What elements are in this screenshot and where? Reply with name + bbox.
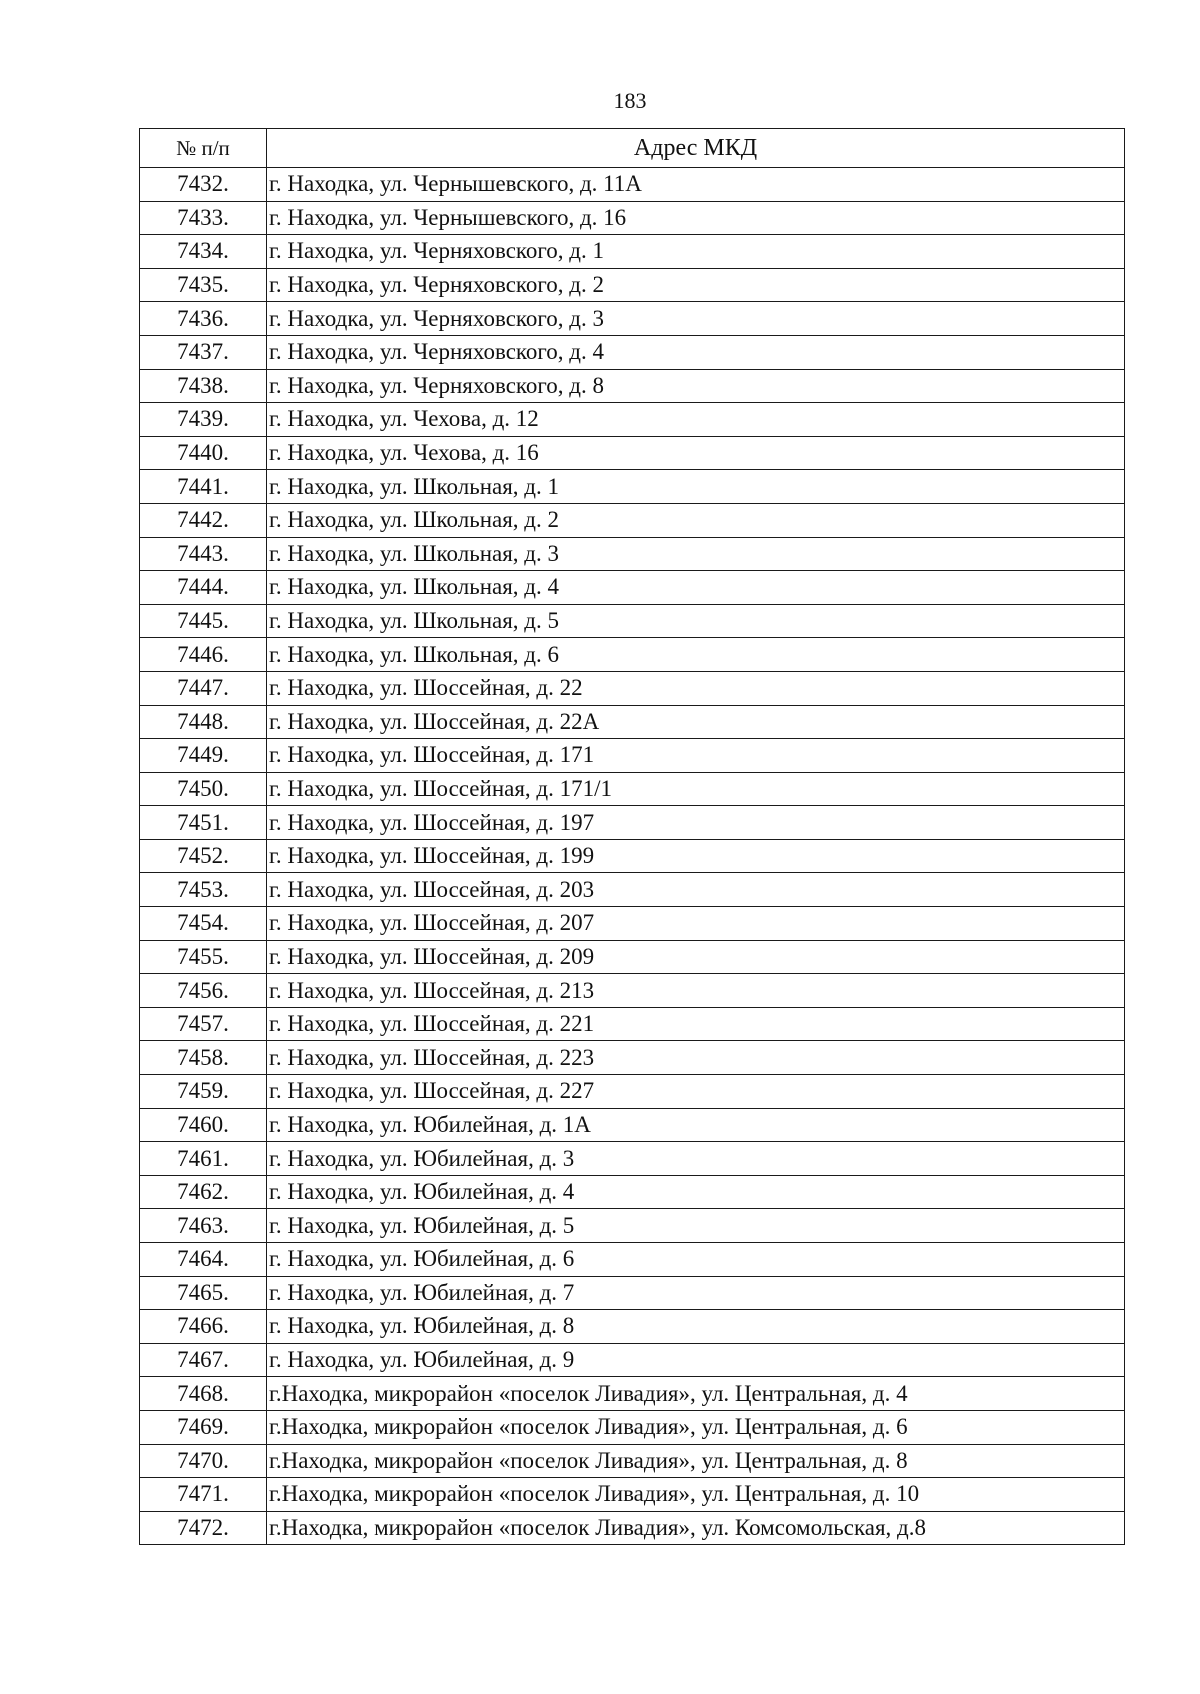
row-number: 7434. <box>140 235 267 269</box>
table-row <box>140 772 1125 806</box>
row-address: г. Находка, ул. Шоссейная, д. 227 <box>267 1075 1125 1109</box>
row-number: 7449. <box>140 739 267 773</box>
row-number: 7433. <box>140 201 267 235</box>
row-number: 7444. <box>140 571 267 605</box>
address-table <box>139 128 1125 1545</box>
table-row <box>140 436 1125 470</box>
table-row <box>140 907 1125 941</box>
row-number: 7450. <box>140 772 267 806</box>
row-number: 7439. <box>140 403 267 437</box>
table-row <box>140 403 1125 437</box>
table-row <box>140 201 1125 235</box>
row-address: г. Находка, ул. Школьная, д. 1 <box>267 470 1125 504</box>
row-number: 7442. <box>140 503 267 537</box>
row-number: 7453. <box>140 873 267 907</box>
row-number: 7468. <box>140 1377 267 1411</box>
table-header <box>140 129 1125 168</box>
row-address: г. Находка, ул. Черняховского, д. 8 <box>267 369 1125 403</box>
row-number: 7448. <box>140 705 267 739</box>
row-number: 7463. <box>140 1209 267 1243</box>
row-address: г.Находка, микрорайон «поселок Ливадия», ул. Центральная, д. 6 <box>267 1410 1125 1444</box>
row-address: г. Находка, ул. Юбилейная, д. 3 <box>267 1142 1125 1176</box>
row-address: г. Находка, ул. Шоссейная, д. 171 <box>267 739 1125 773</box>
row-number: 7467. <box>140 1343 267 1377</box>
row-address: г. Находка, ул. Шоссейная, д. 199 <box>267 839 1125 873</box>
table-row <box>140 268 1125 302</box>
table-row <box>140 335 1125 369</box>
row-number: 7460. <box>140 1108 267 1142</box>
row-number: 7445. <box>140 604 267 638</box>
row-number: 7457. <box>140 1007 267 1041</box>
row-number: 7470. <box>140 1444 267 1478</box>
table-row <box>140 1478 1125 1512</box>
row-number: 7432. <box>140 168 267 202</box>
table-row <box>140 571 1125 605</box>
header-row <box>140 129 1125 168</box>
table-row <box>140 1142 1125 1176</box>
row-address: г. Находка, ул. Черняховского, д. 4 <box>267 335 1125 369</box>
table-row <box>140 537 1125 571</box>
row-number: 7466. <box>140 1310 267 1344</box>
table-row <box>140 369 1125 403</box>
row-address: г.Находка, микрорайон «поселок Ливадия», ул. Комсомольская, д.8 <box>267 1511 1125 1545</box>
row-address: г. Находка, ул. Шоссейная, д. 22 <box>267 671 1125 705</box>
table-row <box>140 1410 1125 1444</box>
row-address: г. Находка, ул. Шоссейная, д. 223 <box>267 1041 1125 1075</box>
table-row <box>140 302 1125 336</box>
row-number: 7456. <box>140 974 267 1008</box>
table-row <box>140 873 1125 907</box>
row-number: 7465. <box>140 1276 267 1310</box>
row-number: 7441. <box>140 470 267 504</box>
row-address: г. Находка, ул. Юбилейная, д. 1А <box>267 1108 1125 1142</box>
row-address: г. Находка, ул. Чехова, д. 12 <box>267 403 1125 437</box>
row-address: г. Находка, ул. Черняховского, д. 1 <box>267 235 1125 269</box>
row-number: 7454. <box>140 907 267 941</box>
table-row <box>140 839 1125 873</box>
row-address: г. Находка, ул. Юбилейная, д. 9 <box>267 1343 1125 1377</box>
row-address: г. Находка, ул. Шоссейная, д. 203 <box>267 873 1125 907</box>
table-row <box>140 739 1125 773</box>
row-number: 7435. <box>140 268 267 302</box>
table-row <box>140 1075 1125 1109</box>
row-address: г. Находка, ул. Чернышевского, д. 11А <box>267 168 1125 202</box>
row-address: г. Находка, ул. Шоссейная, д. 207 <box>267 907 1125 941</box>
table-row <box>140 806 1125 840</box>
row-number: 7436. <box>140 302 267 336</box>
table-row <box>140 1041 1125 1075</box>
row-number: 7455. <box>140 940 267 974</box>
row-number: 7452. <box>140 839 267 873</box>
row-address: г. Находка, ул. Юбилейная, д. 4 <box>267 1175 1125 1209</box>
row-number: 7461. <box>140 1142 267 1176</box>
row-number: 7469. <box>140 1410 267 1444</box>
row-number: 7438. <box>140 369 267 403</box>
row-address: г. Находка, ул. Школьная, д. 3 <box>267 537 1125 571</box>
row-address: г. Находка, ул. Юбилейная, д. 7 <box>267 1276 1125 1310</box>
row-address: г. Находка, ул. Юбилейная, д. 8 <box>267 1310 1125 1344</box>
table-row <box>140 470 1125 504</box>
table-row <box>140 1343 1125 1377</box>
table-row <box>140 1007 1125 1041</box>
table-row <box>140 1209 1125 1243</box>
row-address: г. Находка, ул. Чернышевского, д. 16 <box>267 201 1125 235</box>
row-number: 7462. <box>140 1175 267 1209</box>
table-row <box>140 1276 1125 1310</box>
row-number: 7446. <box>140 638 267 672</box>
row-address: г.Находка, микрорайон «поселок Ливадия», ул. Центральная, д. 8 <box>267 1444 1125 1478</box>
row-address: г. Находка, ул. Черняховского, д. 3 <box>267 302 1125 336</box>
row-address: г. Находка, ул. Шоссейная, д. 209 <box>267 940 1125 974</box>
row-number: 7471. <box>140 1478 267 1512</box>
table-row <box>140 1511 1125 1545</box>
row-number: 7458. <box>140 1041 267 1075</box>
row-address: г. Находка, ул. Черняховского, д. 2 <box>267 268 1125 302</box>
page-number: 183 <box>613 88 647 113</box>
row-number: 7440. <box>140 436 267 470</box>
row-number: 7459. <box>140 1075 267 1109</box>
row-number: 7464. <box>140 1243 267 1277</box>
table-row <box>140 503 1125 537</box>
row-address: г. Находка, ул. Шоссейная, д. 197 <box>267 806 1125 840</box>
row-address: г. Находка, ул. Шоссейная, д. 221 <box>267 1007 1125 1041</box>
table-row <box>140 638 1125 672</box>
table-row <box>140 705 1125 739</box>
row-number: 7472. <box>140 1511 267 1545</box>
table-row <box>140 940 1125 974</box>
header-number: № п/п <box>140 129 267 168</box>
row-address: г. Находка, ул. Юбилейная, д. 5 <box>267 1209 1125 1243</box>
row-address: г. Находка, ул. Шоссейная, д. 171/1 <box>267 772 1125 806</box>
row-address: г. Находка, ул. Шоссейная, д. 22А <box>267 705 1125 739</box>
row-number: 7447. <box>140 671 267 705</box>
row-address: г. Находка, ул. Школьная, д. 6 <box>267 638 1125 672</box>
row-address: г. Находка, ул. Школьная, д. 4 <box>267 571 1125 605</box>
row-address: г.Находка, микрорайон «поселок Ливадия», ул. Центральная, д. 10 <box>267 1478 1125 1512</box>
table-row <box>140 604 1125 638</box>
row-number: 7451. <box>140 806 267 840</box>
row-address: г. Находка, ул. Чехова, д. 16 <box>267 436 1125 470</box>
table-row <box>140 1175 1125 1209</box>
header-address: Адрес МКД <box>267 129 1125 168</box>
row-address: г.Находка, микрорайон «поселок Ливадия», ул. Центральная, д. 4 <box>267 1377 1125 1411</box>
table-row <box>140 1243 1125 1277</box>
table-row <box>140 1310 1125 1344</box>
row-address: г. Находка, ул. Юбилейная, д. 6 <box>267 1243 1125 1277</box>
table-row <box>140 671 1125 705</box>
table-row <box>140 1444 1125 1478</box>
row-number: 7437. <box>140 335 267 369</box>
row-address: г. Находка, ул. Школьная, д. 5 <box>267 604 1125 638</box>
row-address: г. Находка, ул. Шоссейная, д. 213 <box>267 974 1125 1008</box>
row-address: г. Находка, ул. Школьная, д. 2 <box>267 503 1125 537</box>
table-row <box>140 235 1125 269</box>
table-row <box>140 1377 1125 1411</box>
table-row <box>140 168 1125 202</box>
table-body <box>140 168 1125 1545</box>
table-row <box>140 1108 1125 1142</box>
table-row <box>140 974 1125 1008</box>
row-number: 7443. <box>140 537 267 571</box>
